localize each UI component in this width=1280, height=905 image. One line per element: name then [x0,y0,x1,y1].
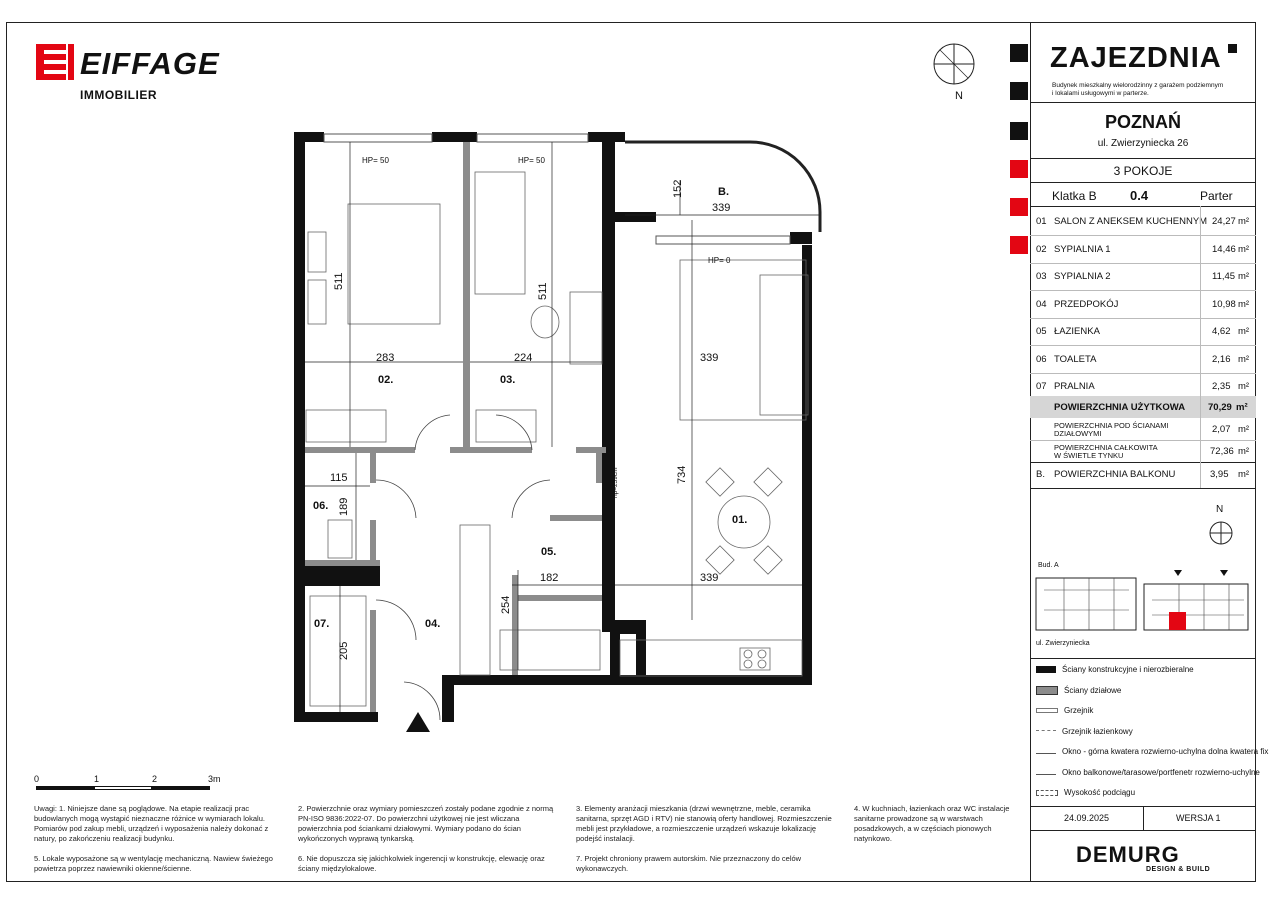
total-area-label-1: POWIERZCHNIA CAŁKOWITA [1054,443,1158,452]
room-number: 06 [1036,353,1047,365]
dim-254: 254 [500,595,512,614]
rooms-count: 3 POKOJE [1113,164,1173,178]
usable-area-value: 70,29 [1208,402,1232,413]
hp-label-3: HP= 0 [708,256,731,265]
room-area-unit: m² [1238,381,1250,392]
dim-205: 205 [338,641,350,660]
note-5: 5. Lokale wyposażone są w wentylację mechaniczną. Nawiew świeżego powietrza poprzez nawiewniki okienne/ścienne. [34,854,273,873]
room-row [1030,346,1256,374]
room-area-unit: m² [1238,243,1250,255]
room-area: 24,27 [1212,216,1236,227]
balcony-area-unit: m² [1238,469,1250,480]
date: 24.09.2025 [1064,813,1110,823]
room-name: SYPIALNIA 2 [1054,271,1111,282]
room-area: 11,45 [1212,271,1236,282]
dim-152: 152 [672,179,684,198]
project-desc-2: i lokalami usługowymi w parterze. [1052,90,1149,97]
balcony-area-label: POWIERZCHNIA BALKONU [1054,469,1176,480]
walls-area-row [1030,418,1256,441]
room-area-unit: m² [1238,216,1250,227]
project-name: ZAJEZDNIA [1050,42,1222,74]
room-label-07: 07. [314,618,330,630]
room-row [1030,291,1256,319]
dim-511a: 511 [333,272,345,290]
hp-label-1: HP= 50 [362,156,389,165]
usable-area-unit: m² [1236,402,1248,413]
room-area: 14,46 [1212,243,1236,255]
unit-number: 0.4 [1130,188,1149,203]
room-row [1030,208,1256,236]
note-6: 6. Nie dopuszcza się jakichkolwiek ingerencji w konstrukcję, elewację oraz ściany międzylokalowe. [298,854,545,873]
legend-swatch-icon [1036,708,1058,713]
scale-1: 1 [94,774,100,784]
floor: Parter [1200,189,1233,203]
room-row [1030,263,1256,291]
legend-label: Okno balkonowe/tarasowe/portfenetr rozwierno-uchylne [1062,767,1260,777]
walls-area-label-2: DZIAŁOWYMI [1054,429,1102,438]
table-divider [1200,206,1201,488]
developer-name: EIFFAGE [80,46,220,81]
legend-item [1036,788,1135,797]
balcony-code: B. [1036,469,1045,480]
keyplan-north-label: N [1216,504,1224,515]
dim-339-balcony: 339 [712,202,731,214]
room-name: ŁAZIENKA [1054,326,1100,337]
address: ul. Zwierzyniecka 26 [1097,138,1189,149]
usable-area-row [1030,396,1256,418]
legend-swatch-icon [1036,666,1056,673]
brand-sub: DESIGN & BUILD [1146,866,1211,873]
scale-3m: 3m [208,774,221,784]
room-number: 01 [1036,216,1047,227]
room-area-unit: m² [1238,353,1250,365]
room-name: SALON Z ANEKSEM KUCHENNYM [1054,216,1208,227]
city: POZNAŃ [1105,112,1181,132]
dim-339-living: 339 [700,352,719,364]
balcony-area-value: 3,95 [1210,469,1229,480]
room-number: 04 [1036,298,1047,310]
dim-283: 283 [376,352,395,364]
room-row [1030,318,1256,346]
dim-189: 189 [338,497,350,516]
keyplan [1034,560,1252,650]
walls-area-value: 2,07 [1212,424,1231,435]
dim-339-kitchen: 339 [700,572,719,584]
walls-area-unit: m² [1238,424,1250,435]
scale-2: 2 [152,774,158,784]
legend-item [1036,706,1093,715]
scale-bar [36,774,226,794]
note-7: 7. Projekt chroniony prawem autorskim. Nie przeznaczony do celów wykonawczych. [576,854,802,873]
room-label-01: 01. [732,514,748,526]
entrance-marker [406,712,430,732]
room-row [1030,236,1256,264]
total-area-row [1030,440,1256,463]
room-number: 02 [1036,243,1047,255]
room-name: TOALETA [1054,353,1097,365]
legend-label: Ściany działowe [1064,685,1122,695]
legend-item [1036,665,1194,674]
room-label-05: 05. [541,546,557,558]
room-number: 03 [1036,271,1047,282]
legend-label: Grzejnik [1064,706,1094,715]
room-label-04: 04. [425,618,441,630]
keyplan-street: ul. Zwierzyniecka [1036,640,1090,647]
legend-swatch-icon [1036,686,1058,695]
room-name: PRZEDPOKÓJ [1054,298,1119,310]
brand-logo: DEMURG [1076,842,1180,867]
legend-item [1036,747,1268,756]
legend-swatch-icon [1036,749,1056,754]
usable-area-label: POWIERZCHNIA UŻYTKOWA [1054,402,1186,413]
keyplan-bud-label: Bud. A [1038,562,1059,569]
project-desc-1: Budynek mieszkalny wielorodzinny z garażem podziemnym [1052,82,1224,89]
legend-item [1036,768,1260,777]
room-area-unit: m² [1238,298,1250,310]
legend-label: Grzejnik łazienkowy [1062,726,1133,736]
total-area-label-2: W ŚWIETLE TYNKU [1054,451,1124,460]
room-name: PRALNIA [1054,381,1095,392]
furniture [306,172,808,706]
legend-label: Wysokość podciągu [1064,788,1136,797]
north-label: N [955,90,963,102]
room-area: 4,62 [1212,326,1231,337]
room-area: 2,16 [1212,353,1231,365]
dim-115: 115 [330,472,348,484]
room-label-03: 03. [500,374,516,386]
legend-item [1036,686,1121,695]
dim-182: 182 [540,572,559,584]
project-name-square [1228,44,1237,53]
legend-swatch-icon [1036,730,1056,732]
total-area-unit: m² [1238,446,1250,457]
floor-plan [280,120,840,740]
legend-swatch-icon [1036,790,1058,796]
keyplan-drawing [1034,560,1252,650]
legend-item [1036,727,1133,736]
legend-swatch-icon [1036,770,1056,775]
note-1: Uwagi: 1. Niniejsze dane są poglądowe. Na etapie realizacji prac budowlanych mogą wystąpić nieznaczne różnice w wymiarach lokalu. Pomiarów pod zakup mebli, urządzeń i wyposażenia należy dokonać z natury, po zakończeniu realizacji budynku. [34,804,269,843]
note-2: 2. Powierzchnie oraz wymiary pomieszczeń zostały podane zgodnie z normą PN-ISO 9836:2022-07. Do powierzchni użytkowej nie jest wliczana powierzchnia pod ściankami działowymi. Wymiary podano do ścian wykończonych wyprawą tynkarską. [298,804,554,843]
hp-label-2: HP= 50 [518,156,545,165]
room-area-unit: m² [1238,271,1250,282]
keyplan-compass-icon [1206,518,1236,548]
total-area-value: 72,36 [1210,446,1234,457]
version: WERSJA 1 [1176,813,1221,823]
developer-sub: IMMOBILIER [80,88,157,102]
scale-0: 0 [34,774,40,784]
dimension-lines [305,142,802,712]
dim-734: 734 [676,465,688,484]
room-label-02: 02. [378,374,394,386]
room-number: 05 [1036,326,1047,337]
note-4: 4. W kuchniach, łazienkach oraz WC instalacje sanitarne prowadzone są w warstwach posadzkowych, a w częściach pionowych natynkowo. [854,804,1010,843]
room-label-06: 06. [313,500,329,512]
room-number: 07 [1036,381,1047,392]
note-3: 3. Elementy aranżacji mieszkania (drzwi wewnętrzne, meble, ceramika sanitarna, sprzęt AGD i RTV) nie stanowią oferty handlowej. Rozmieszczenie mebli jest przykładowe, a rozmieszczenie urządzeń wskazuje lokalizację podejść instalacji. [576,804,832,843]
room-name: SYPIALNIA 1 [1054,243,1111,255]
room-label-balcony: B. [718,186,729,198]
staircase: Klatka B [1052,189,1097,203]
developer-logo [36,44,236,104]
dim-224: 224 [514,352,533,364]
legend-label: Ściany konstrukcyjne i nierozbieralne [1062,665,1194,674]
legend-label: Okno - górna kwatera rozwierno-uchylna dolna kwatera fix [1062,747,1269,756]
room-area: 2,35 [1212,381,1231,392]
eiffage-mark-icon [36,44,74,80]
dim-hp239: hp=239cm [612,467,619,498]
balcony-area-row [1030,462,1256,489]
dim-511b: 511 [537,282,549,300]
room-area: 10,98 [1212,298,1236,310]
door-swings [376,415,550,720]
walls-area-label-1: POWIERZCHNIA POD ŚCIANAMI [1054,421,1169,430]
room-area-unit: m² [1238,326,1250,337]
